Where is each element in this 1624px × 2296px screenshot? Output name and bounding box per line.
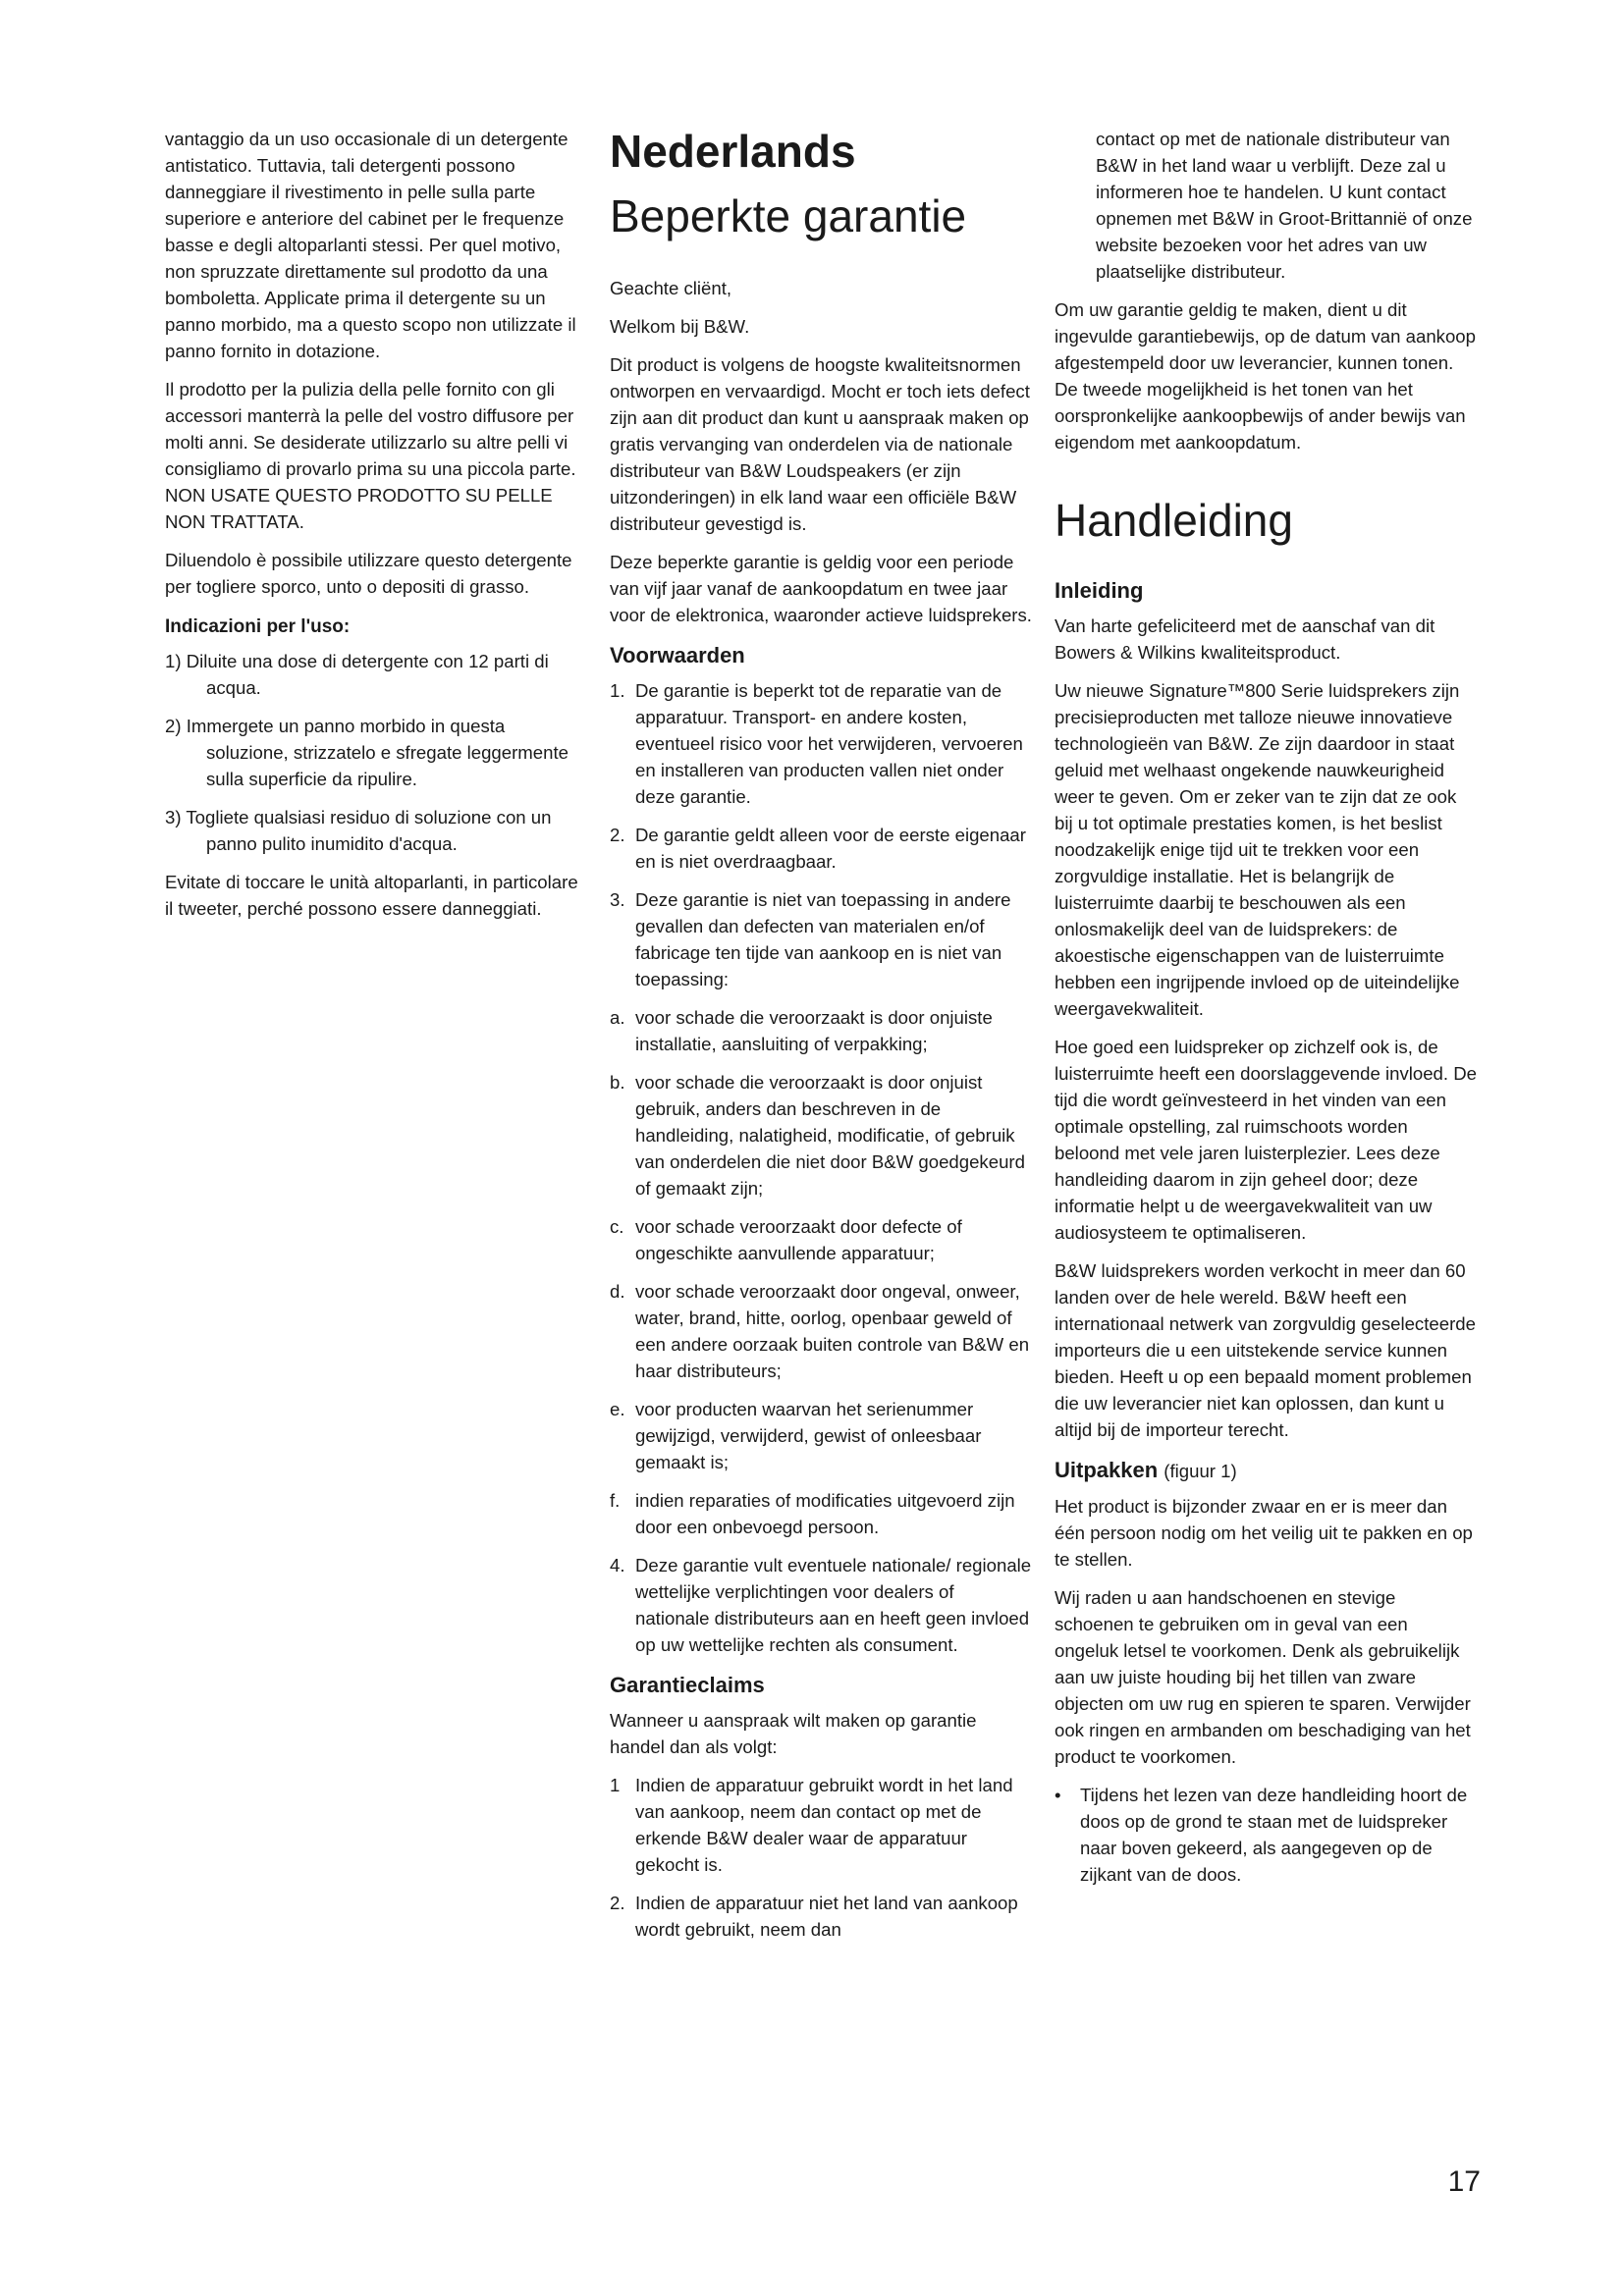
paragraph: Deze beperkte garantie is geldig voor een periode van vijf jaar vanaf de aankoopdatum en twee jaar voor de elektronica, waaronder actieve luidsprekers. — [610, 552, 1032, 625]
list-marker: c. — [610, 1216, 624, 1237]
list-text: indien reparaties of modificaties uitgevoerd zijn door een onbevoegd persoon. — [635, 1490, 1015, 1537]
conditions-list — [610, 677, 1032, 1658]
list-text: De garantie is beperkt tot de reparatie van de apparatuur. Transport- en andere kosten, eventueel risico voor het verwijderen, vervoeren en installeren van producten vallen niet onder deze garantie. — [635, 680, 1023, 807]
list-marker: 1. — [610, 680, 625, 701]
condition-item — [610, 1487, 1032, 1540]
list-text: voor schade veroorzaakt door defecte of ongeschikte aanvullende apparatuur; — [635, 1216, 962, 1263]
condition-item — [610, 1396, 1032, 1475]
bullet-text: Tijdens het lezen van deze handleiding hoort de doos op de grond te staan met de luidspreker naar boven gekeerd, als aangegeven op de zijkant van de doos. — [1080, 1785, 1468, 1885]
paragraph: Wanneer u aanspraak wilt maken op garantie handel dan als volgt: — [610, 1710, 977, 1757]
condition-item — [610, 1004, 1032, 1057]
heading-uitpakken-label: Uitpakken — [1055, 1458, 1159, 1482]
paragraph: Van harte gefeliciteerd met de aanschaf van dit Bowers & Wilkins kwaliteitsproduct. — [1055, 615, 1435, 663]
list-marker: f. — [610, 1490, 621, 1511]
paragraph: vantaggio da un uso occasionale di un detergente antistatico. Tuttavia, tali detergenti possono danneggiare il rivestimento in pelle sulla parte superiore e anteriore del cabinet per le frequenze basse e degli altoparlanti stessi. Per quel motivo, non spruzzate direttamente sul prodotto da una bomboletta. Applicate prima il detergente su un panno morbido, ma a questo scopo non utilizzate il panno fornito in dotazione. — [165, 129, 576, 361]
section-title-warranty: Beperkte garantie — [610, 190, 967, 241]
list-text: voor schade veroorzaakt door ongeval, onweer, water, brand, hitte, oorlog, openbaar geweld of een andere oorzaak buiten controle van B&W en haar distributeurs; — [635, 1281, 1030, 1381]
step-item: 2) Immergete un panno morbido in questa soluzione, strizzatelo e sfregate leggermente sulla superficie da ripulire. — [165, 716, 568, 789]
list-text: voor schade die veroorzaakt is door onjuiste installatie, aansluiting of verpakking; — [635, 1007, 993, 1054]
list-marker: d. — [610, 1281, 625, 1302]
list-text: Indien de apparatuur gebruikt wordt in het land van aankoop, neem dan contact op met de erkende B&W dealer waar de apparatuur gekocht is. — [635, 1775, 1013, 1875]
step-item: 3) Togliete qualsiasi residuo di soluzione con un panno pulito inumidito d'acqua. — [165, 807, 552, 854]
bullet-marker: • — [1055, 1785, 1061, 1805]
claims-list — [610, 1772, 1032, 1943]
column-warranty — [610, 126, 1032, 1954]
column-manual — [1055, 126, 1477, 1899]
list-text: Deze garantie is niet van toepassing in andere gevallen dan defecten van materialen en/of fabricage ten tijde van aankoop en is niet van toepassing: — [635, 889, 1011, 989]
condition-item — [610, 1552, 1032, 1658]
paragraph: Il prodotto per la pulizia della pelle fornito con gli accessori manterrà la pelle del vostro diffusore per molti anni. Se desiderate utilizzarlo su altre pelli vi consigliamo di provarlo prima su una piccola parte. NON USATE QUESTO PRODOTTO SU PELLE NON TRATTATA. — [165, 379, 576, 532]
paragraph: B&W luidsprekers worden verkocht in meer dan 60 landen over de hele wereld. B&W heeft een internationaal netwerk van zorgvuldig geselecteerde importeurs die u een uitstekende service kunnen bieden. Heeft u op een bepaald moment problemen die uw leverancier niet kan oplossen, dan kunt u altijd bij de importeur terecht. — [1055, 1260, 1476, 1440]
page-number: 17 — [1447, 2165, 1481, 2198]
paragraph: Het product is bijzonder zwaar en er is meer dan één persoon nodig om het veilig uit te pakken en op te stellen. — [1055, 1496, 1473, 1570]
paragraph: Om uw garantie geldig te maken, dient u dit ingevulde garantiebewijs, op de datum van aankoop afgestempeld door uw leverancier, kunnen tonen. De tweede mogelijkheid is het tonen van het oorspronkelijke aankoopbewijs of ander bewijs van eigendom met aankoopdatum. — [1055, 299, 1476, 453]
greeting: Geachte cliënt, — [610, 278, 732, 298]
claim-item — [610, 1890, 1032, 1943]
list-marker: 1 — [610, 1775, 621, 1795]
condition-item — [610, 1278, 1032, 1384]
list-text: Indien de apparatuur niet het land van aankoop wordt gebruikt, neem dan — [635, 1893, 1018, 1940]
paragraph: Hoe goed een luidspreker op zichzelf ook is, de luisterruimte heeft een doorslaggevende invloed. De tijd die wordt geïnvesteerd in het vinden van een optimale opstelling, zal ruimschoots worden beloond met vele jaren luisterplezier. Lees deze handleiding daarom in zijn geheel door; deze informatie helpt u de weergavekwaliteit van uw audiosysteem te optimaliseren. — [1055, 1037, 1477, 1243]
greeting: Welkom bij B&W. — [610, 316, 750, 337]
paragraph-continued: contact op met de nationale distributeur van B&W in het land waar u verblijft. Deze zal u informeren hoe te handelen. U kunt contact opnemen met B&W in Groot-Brittannië of onze website bezoeken voor het adres van uw plaatselijke distributeur. — [1096, 129, 1473, 282]
list-marker: b. — [610, 1072, 625, 1093]
list-marker: e. — [610, 1399, 625, 1419]
step-item: 1) Diluite una dose di detergente con 12 parti di acqua. — [165, 651, 549, 698]
list-text: Deze garantie vult eventuele nationale/ regionale wettelijke verplichtingen voor dealers of nationale distributeurs aan en heeft geen invloed op uw wettelijke rechten als consument. — [635, 1555, 1032, 1655]
list-marker: 3. — [610, 889, 625, 910]
section-title-handleiding: Handleiding — [1055, 495, 1293, 546]
list-marker: 2. — [610, 1893, 625, 1913]
paragraph: Evitate di toccare le unità altoparlanti, in particolare il tweeter, perché possono essere danneggiati. — [165, 872, 578, 919]
paragraph: Dit product is volgens de hoogste kwaliteitsnormen ontworpen en vervaardigd. Mocht er toch iets defect zijn aan dit product dan kunt u aanspraak maken op gratis vervanging van onderdelen via de nationale distributeur van B&W Loudspeakers (er zijn uitzonderingen) in elk land waar een officiële B&W distributeur gevestigd is. — [610, 354, 1030, 534]
paragraph: Diluendolo è possibile utilizzare questo detergente per togliere sporco, unto o depositi di grasso. — [165, 550, 572, 597]
heading-uitpakken — [1055, 1457, 1477, 1485]
condition-item — [610, 1069, 1032, 1201]
list-text: voor schade die veroorzaakt is door onjuist gebruik, anders dan beschreven in de handleiding, nalatigheid, modificatie, of gebruik van onderdelen die niet door B&W goedgekeurd of gemaakt zijn; — [635, 1072, 1025, 1199]
list-text: De garantie geldt alleen voor de eerste eigenaar en is niet overdraagbaar. — [635, 825, 1026, 872]
condition-item — [610, 677, 1032, 810]
list-marker: 4. — [610, 1555, 625, 1575]
heading-voorwaarden: Voorwaarden — [610, 643, 745, 667]
language-title: Nederlands — [610, 126, 856, 177]
column-italian — [165, 126, 587, 934]
claim-item — [610, 1772, 1032, 1878]
bullet-item — [1055, 1782, 1477, 1888]
condition-item — [610, 886, 1032, 992]
paragraph: Uw nieuwe Signature™800 Serie luidsprekers zijn precisieproducten met talloze nieuwe innovatieve technologieën van B&W. Ze zijn daardoor in staat geluid met welhaast ongekende nauwkeurigheid weer te geven. Om er zeker van te zijn dat ze ook bij u tot optimale prestaties komen, is het beslist noodzakelijk enige tijd uit te trekken voor een zorgvuldige installatie. Het is belangrijk de luisterruimte daarbij te beschouwen als een onlosmakelijk deel van de luidsprekers: de akoestische eigenschappen van de luisterruimte hebben een ingrijpende invloed op de uiteindelijke weergavekwaliteit. — [1055, 680, 1460, 1019]
list-marker: a. — [610, 1007, 625, 1028]
paragraph: Wij raden u aan handschoenen en stevige schoenen te gebruiken om in geval van een ongeluk letsel te voorkomen. Denk als gebruikelijk aan uw juiste houding bij het tillen van zware objecten om uw rug en spieren te sparen. Verwijder ook ringen en armbanden om beschadiging van het product te voorkomen. — [1055, 1587, 1471, 1767]
figure-reference: (figuur 1) — [1164, 1461, 1237, 1481]
heading-garantieclaims: Garantieclaims — [610, 1673, 765, 1697]
condition-item — [610, 1213, 1032, 1266]
list-text: voor producten waarvan het serienummer gewijzigd, verwijderd, gewist of onleesbaar gemaakt is; — [635, 1399, 982, 1472]
heading-indicazioni: Indicazioni per l'uso: — [165, 616, 351, 637]
heading-inleiding: Inleiding — [1055, 578, 1144, 603]
list-marker: 2. — [610, 825, 625, 845]
condition-item — [610, 822, 1032, 875]
